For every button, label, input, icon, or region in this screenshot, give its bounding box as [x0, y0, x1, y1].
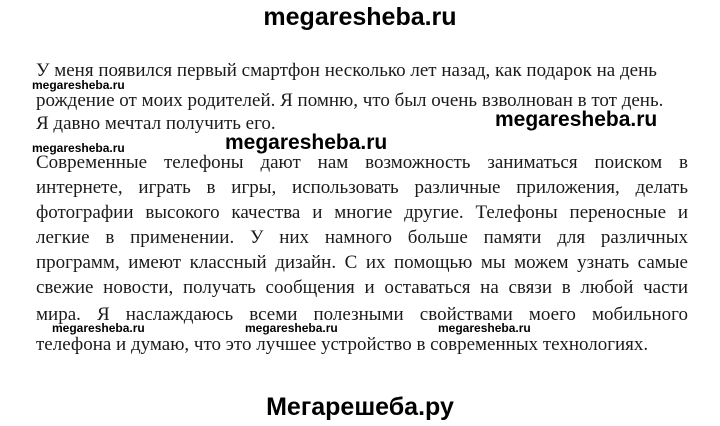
paragraph1-line-2: рождение от моих родителей. Я помню, что был очень взволнован в тот день. [36, 90, 664, 111]
paragraph2-line-7: мира. Я наслаждаюсь всеми полезными свойствами моего мобильного [36, 304, 688, 325]
watermark-small: megaresheba.ru [52, 321, 145, 335]
watermark-small: megaresheba.ru [245, 321, 338, 335]
site-header-title: megaresheba.ru [263, 3, 457, 31]
watermark-small: megaresheba.ru [32, 78, 125, 92]
paragraph1-line-1: У меня появился первый смартфон несколько лет назад, как подарок на день [36, 60, 657, 81]
watermark-large: megaresheba.ru [225, 131, 388, 154]
paragraph2-line-8: телефона и думаю, что это лучшее устройство в современных технологиях. [36, 334, 649, 355]
paragraph2-line-1: Современные телефоны дают нам возможность заниматься поиском в [36, 152, 688, 173]
watermark-large: megaresheba.ru [495, 108, 658, 131]
paragraph2-line-4: легкие в применении. У них намного больше памяти для различных [36, 227, 688, 248]
paragraph2-line-3: фотографии высокого качества и многие другие. Телефоны переносные и [36, 202, 688, 223]
paragraph2-line-2: интернете, играть в игры, использовать различные приложения, делать [36, 177, 688, 198]
paragraph2-line-6: свежие новости, получать сообщения и оставаться на связи в любой части [36, 277, 688, 298]
watermark-small: megaresheba.ru [32, 141, 125, 155]
watermark-small: megaresheba.ru [438, 321, 531, 335]
paragraph1-line-3: Я давно мечтал получить его. [36, 113, 276, 134]
paragraph2-line-5: программ, имеют классный дизайн. С их помощью мы можем узнать самые [36, 252, 688, 273]
site-footer-title: Мегарешеба.ру [266, 393, 454, 421]
